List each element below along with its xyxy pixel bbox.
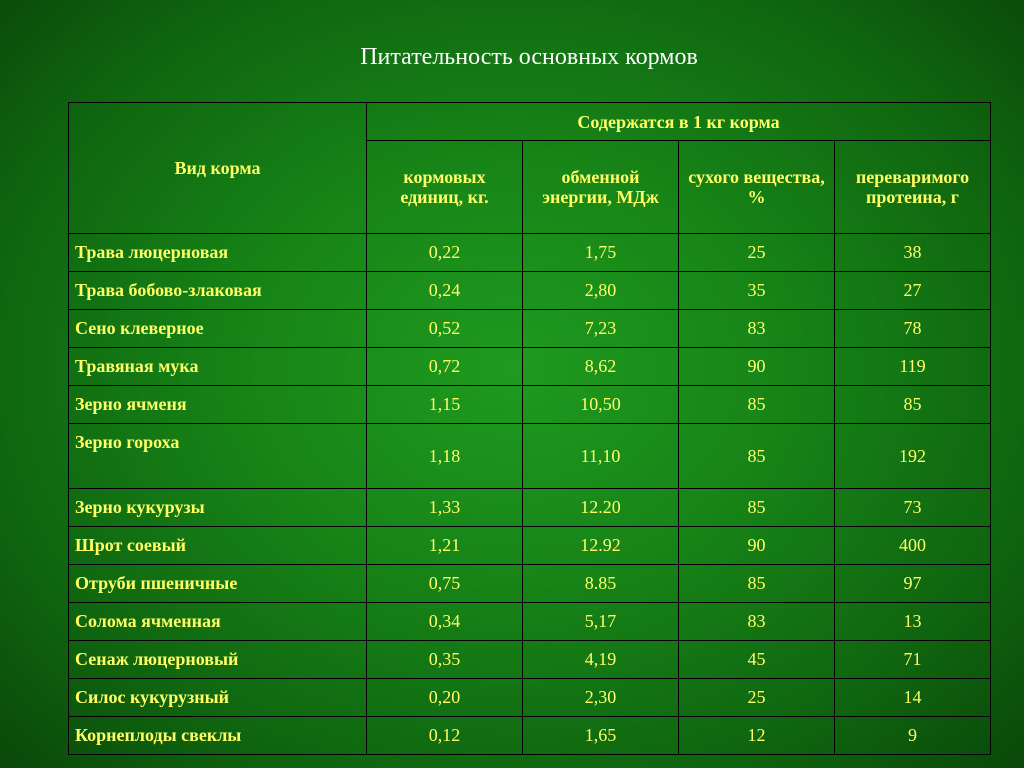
protein-value: 400	[835, 527, 991, 565]
feed-name: Зерно гороха	[69, 424, 367, 489]
energy-value: 8,62	[523, 348, 679, 386]
feed-name: Сено клеверное	[69, 310, 367, 348]
feed-name: Шрот соевый	[69, 527, 367, 565]
table-row	[69, 489, 991, 527]
feed-units-value: 0,22	[367, 234, 523, 272]
energy-value: 10,50	[523, 386, 679, 424]
dry-matter-value: 90	[679, 348, 835, 386]
feed-name: Отруби пшеничные	[69, 565, 367, 603]
energy-value: 7,23	[523, 310, 679, 348]
dry-matter-value: 85	[679, 565, 835, 603]
feed-nutrition-table	[68, 102, 991, 755]
feed-name: Корнеплоды свеклы	[69, 717, 367, 755]
dry-matter-value: 12	[679, 717, 835, 755]
feed-name: Сенаж люцерновый	[69, 641, 367, 679]
protein-value: 192	[835, 424, 991, 489]
energy-value: 12.92	[523, 527, 679, 565]
header-energy: обменной энергии, МДж	[523, 141, 679, 234]
table-row	[69, 527, 991, 565]
table-row	[69, 565, 991, 603]
feed-units-value: 0,35	[367, 641, 523, 679]
feed-name: Солома ячменная	[69, 603, 367, 641]
dry-matter-value: 85	[679, 489, 835, 527]
dry-matter-value: 83	[679, 603, 835, 641]
feed-units-value: 1,18	[367, 424, 523, 489]
protein-value: 38	[835, 234, 991, 272]
protein-value: 73	[835, 489, 991, 527]
table-row	[69, 272, 991, 310]
dry-matter-value: 85	[679, 386, 835, 424]
protein-value: 9	[835, 717, 991, 755]
energy-value: 1,75	[523, 234, 679, 272]
feed-name: Трава бобово-злаковая	[69, 272, 367, 310]
dry-matter-value: 90	[679, 527, 835, 565]
feed-units-value: 0,12	[367, 717, 523, 755]
protein-value: 97	[835, 565, 991, 603]
dry-matter-value: 25	[679, 234, 835, 272]
energy-value: 11,10	[523, 424, 679, 489]
table-row	[69, 310, 991, 348]
dry-matter-value: 85	[679, 424, 835, 489]
feed-units-value: 1,33	[367, 489, 523, 527]
energy-value: 8.85	[523, 565, 679, 603]
feed-units-value: 0,52	[367, 310, 523, 348]
protein-value: 85	[835, 386, 991, 424]
feed-units-value: 1,15	[367, 386, 523, 424]
protein-value: 119	[835, 348, 991, 386]
feed-units-value: 0,24	[367, 272, 523, 310]
header-feed-type: Вид корма	[69, 103, 367, 234]
energy-value: 5,17	[523, 603, 679, 641]
feed-units-value: 0,75	[367, 565, 523, 603]
header-feed-units: кормовых единиц, кг.	[367, 141, 523, 234]
table-row	[69, 603, 991, 641]
feed-name: Силос кукурузный	[69, 679, 367, 717]
table-row	[69, 424, 991, 489]
dry-matter-value: 35	[679, 272, 835, 310]
feed-units-value: 1,21	[367, 527, 523, 565]
energy-value: 12.20	[523, 489, 679, 527]
feed-units-value: 0,34	[367, 603, 523, 641]
feed-name: Трава люцерновая	[69, 234, 367, 272]
header-protein: переваримого протеина, г	[835, 141, 991, 234]
feed-name: Травяная мука	[69, 348, 367, 386]
table-row	[69, 348, 991, 386]
slide-title: Питательность основных кормов	[360, 44, 698, 70]
header-group: Содержатся в 1 кг корма	[367, 103, 991, 141]
feed-name: Зерно ячменя	[69, 386, 367, 424]
energy-value: 1,65	[523, 717, 679, 755]
protein-value: 78	[835, 310, 991, 348]
table-row	[69, 386, 991, 424]
dry-matter-value: 25	[679, 679, 835, 717]
energy-value: 4,19	[523, 641, 679, 679]
header-dry-matter: сухого вещества, %	[679, 141, 835, 234]
table-row	[69, 641, 991, 679]
feed-units-value: 0,72	[367, 348, 523, 386]
dry-matter-value: 45	[679, 641, 835, 679]
feed-name: Зерно кукурузы	[69, 489, 367, 527]
table-row	[69, 679, 991, 717]
dry-matter-value: 83	[679, 310, 835, 348]
protein-value: 27	[835, 272, 991, 310]
protein-value: 13	[835, 603, 991, 641]
feed-units-value: 0,20	[367, 679, 523, 717]
table-row	[69, 717, 991, 755]
protein-value: 71	[835, 641, 991, 679]
table-row	[69, 234, 991, 272]
energy-value: 2,80	[523, 272, 679, 310]
protein-value: 14	[835, 679, 991, 717]
energy-value: 2,30	[523, 679, 679, 717]
